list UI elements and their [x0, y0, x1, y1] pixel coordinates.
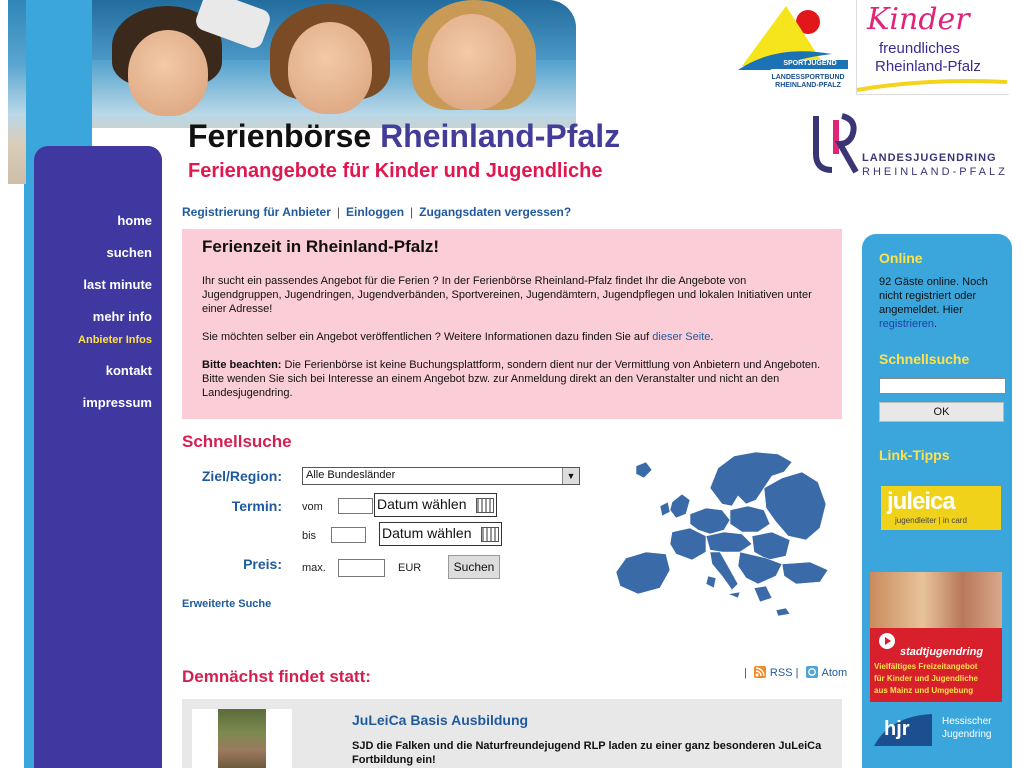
link-separator: |	[410, 205, 414, 219]
region-select[interactable]	[302, 467, 580, 485]
info-note-text: Die Ferienbörse ist keine Buchungsplattform, sondern dient nur der Vermittlung von Anbietern und Angeboten. Bitte wenden Sie sich bei Interesse an einem Angebot bzw. zur Anmeldung direkt an den Veranstalter und nicht an den Landesjugendring.	[202, 359, 821, 399]
atom-link[interactable]: Atom	[821, 667, 848, 679]
to-label: bis	[302, 530, 317, 542]
to-date-input[interactable]	[331, 527, 366, 543]
from-date-picker[interactable]	[374, 493, 497, 517]
login-link[interactable]: Einloggen	[346, 205, 405, 219]
title-part-ferienboerse: Ferienbörse	[188, 118, 372, 154]
rss-icon[interactable]	[754, 666, 766, 678]
hjr-banner[interactable]	[870, 712, 1004, 748]
ljr-line1: LANDESJUGENDRING	[862, 152, 997, 164]
event-thumbnail[interactable]	[192, 709, 292, 768]
sportjugend-sub1: LANDESSPORTBUND	[771, 74, 845, 81]
nav-home[interactable]: home	[117, 213, 152, 228]
map-region-greece	[754, 586, 772, 602]
region-label: Ziel/Region:	[201, 468, 282, 484]
register-sidebar-link[interactable]: registrieren	[879, 318, 935, 330]
atom-icon[interactable]	[806, 666, 818, 678]
map-region-britain	[670, 494, 690, 518]
currency-label: EUR	[398, 562, 422, 574]
feed-separator: |	[744, 667, 747, 679]
kinder-line3: Rheinland-Pfalz	[875, 58, 981, 75]
dieser-seite-link[interactable]: dieser Seite	[652, 331, 711, 343]
calendar-icon[interactable]	[481, 527, 499, 542]
hjr-brand: hjr	[884, 718, 910, 740]
map-region-sicily	[728, 592, 740, 598]
link-tips-heading: Link-Tipps	[879, 447, 950, 463]
landesjugendring-logo[interactable]	[806, 110, 1010, 182]
info-box	[182, 229, 842, 419]
stadtjugendring-brand: stadtjugendring	[900, 646, 984, 658]
nav-mehr-info[interactable]: mehr info	[92, 309, 152, 324]
search-heading: Schnellsuche	[182, 432, 292, 451]
info-paragraph-1: Ihr sucht ein passendes Angebot für die Ferien ? In der Ferienbörse Rheinland-Pfalz findet Ihr die Angebote von Jugendgruppen, Jugendringen, Jugendverbänden, Sportvereinen, Jugendämtern, Jugendpflegen und lokalen Initiativen unter einer Adresse!	[202, 275, 812, 315]
nav-last-minute[interactable]: last minute	[83, 277, 152, 292]
kinder-swoosh-icon	[857, 78, 1009, 92]
info-p2-text: Sie möchten selber ein Angebot veröffentlichen ? Weitere Informationen dazu finden Sie auf	[202, 331, 653, 343]
sidebar-search-ok-button[interactable]: OK	[879, 402, 1004, 422]
map-region-turkey	[782, 562, 828, 584]
from-date-input[interactable]	[338, 498, 373, 514]
stadtjugendring-line3: aus Mainz und Umgebung	[874, 686, 974, 695]
upcoming-heading: Demnächst findet statt:	[182, 667, 371, 686]
online-heading: Online	[879, 250, 923, 266]
main-navigation	[34, 146, 162, 768]
online-status-end: .	[934, 318, 938, 330]
sportjugend-sub2: RHEINLAND-PFALZ	[775, 82, 841, 89]
page-title	[188, 118, 620, 155]
nav-suchen[interactable]: suchen	[106, 245, 152, 260]
kinder-word: Kinder	[867, 2, 970, 37]
page-subtitle: Ferienangebote für Kinder und Jugendliche	[188, 160, 603, 182]
stadtjugendring-banner[interactable]	[870, 572, 1002, 702]
juleica-brand: juleica	[887, 488, 955, 515]
ljr-line2: RHEINLAND-PFALZ	[862, 166, 1008, 178]
price-label: Preis:	[243, 556, 282, 572]
register-link[interactable]: Registrierung für Anbieter	[182, 205, 331, 219]
map-region-poland	[730, 506, 770, 532]
info-note-label: Bitte beachten:	[202, 359, 282, 371]
sidebar-search-input[interactable]	[879, 378, 1006, 394]
online-status	[879, 275, 1009, 331]
info-p2-end: .	[710, 331, 714, 343]
account-links	[182, 205, 571, 219]
map-region-central	[706, 532, 752, 552]
stadtjugendring-line2: für Kinder und Jugendliche	[874, 674, 979, 683]
stadtjugendring-line1: Vielfältiges Freizeitangebot	[874, 662, 978, 671]
from-label: vom	[302, 501, 323, 513]
nav-anbieter-infos[interactable]: Anbieter Infos	[78, 334, 152, 346]
kinderfreundlich-logo[interactable]	[856, 0, 1009, 95]
online-status-text: 92 Gäste online. Noch nicht registriert oder angemeldet. Hier	[879, 276, 988, 316]
play-icon	[878, 632, 896, 650]
map-region-east	[764, 472, 826, 540]
map-region-iceland	[636, 462, 652, 478]
nav-kontakt[interactable]: kontakt	[105, 363, 152, 378]
max-price-input[interactable]	[338, 559, 385, 577]
chevron-down-icon[interactable]: ▼	[562, 468, 579, 484]
map-region-france	[670, 528, 706, 560]
forgot-credentials-link[interactable]: Zugangsdaten vergessen?	[419, 205, 572, 219]
search-button[interactable]: Suchen	[448, 555, 500, 579]
link-separator: |	[336, 205, 341, 219]
to-date-placeholder: Datum wählen	[382, 525, 472, 541]
juleica-banner[interactable]	[881, 486, 1001, 530]
nav-impressum[interactable]: impressum	[82, 395, 152, 410]
info-paragraph-3	[202, 358, 824, 400]
max-label: max.	[302, 562, 326, 574]
event-description: SJD die Falken und die Naturfreundejugend RLP laden zu einer ganz besonderen JuLeiCa Fortbildung ein!	[352, 740, 822, 766]
map-region-iberia	[616, 552, 670, 594]
event-title[interactable]: JuLeiCa Basis Ausbildung	[352, 712, 529, 728]
juleica-subline: jugendleiter | in card	[895, 516, 967, 525]
feed-separator: |	[795, 667, 799, 679]
termin-label: Termin:	[231, 498, 282, 514]
europe-map[interactable]	[606, 448, 834, 634]
event-card[interactable]	[182, 699, 842, 768]
hjr-line2: Jugendring	[942, 729, 992, 740]
map-region-sardinia	[706, 576, 716, 588]
left-accent-bar	[24, 184, 34, 768]
sidebar-search-heading: Schnellsuche	[879, 351, 970, 367]
ljr-mark-icon	[806, 110, 860, 180]
advanced-search-link[interactable]: Erweiterte Suche	[182, 598, 272, 610]
feed-links	[744, 666, 847, 679]
sportjugend-label: SPORTJUGEND	[783, 60, 837, 67]
region-select-value: Alle Bundesländer	[306, 469, 396, 481]
map-region-ireland	[660, 502, 670, 516]
calendar-icon[interactable]	[476, 498, 494, 513]
to-date-picker[interactable]	[379, 522, 502, 546]
kinder-line2: freundliches	[879, 40, 960, 57]
map-region-benelux-germany	[690, 508, 730, 534]
info-paragraph-2	[202, 330, 824, 344]
hjr-line1: Hessischer	[942, 716, 992, 727]
title-part-region: Rheinland-Pfalz	[380, 118, 621, 154]
info-heading: Ferienzeit in Rheinland-Pfalz!	[202, 237, 440, 256]
from-date-placeholder: Datum wählen	[377, 496, 467, 512]
map-region-cyprus	[776, 608, 790, 616]
sportjugend-logo[interactable]	[736, 0, 850, 94]
rss-link[interactable]: RSS	[769, 667, 793, 679]
